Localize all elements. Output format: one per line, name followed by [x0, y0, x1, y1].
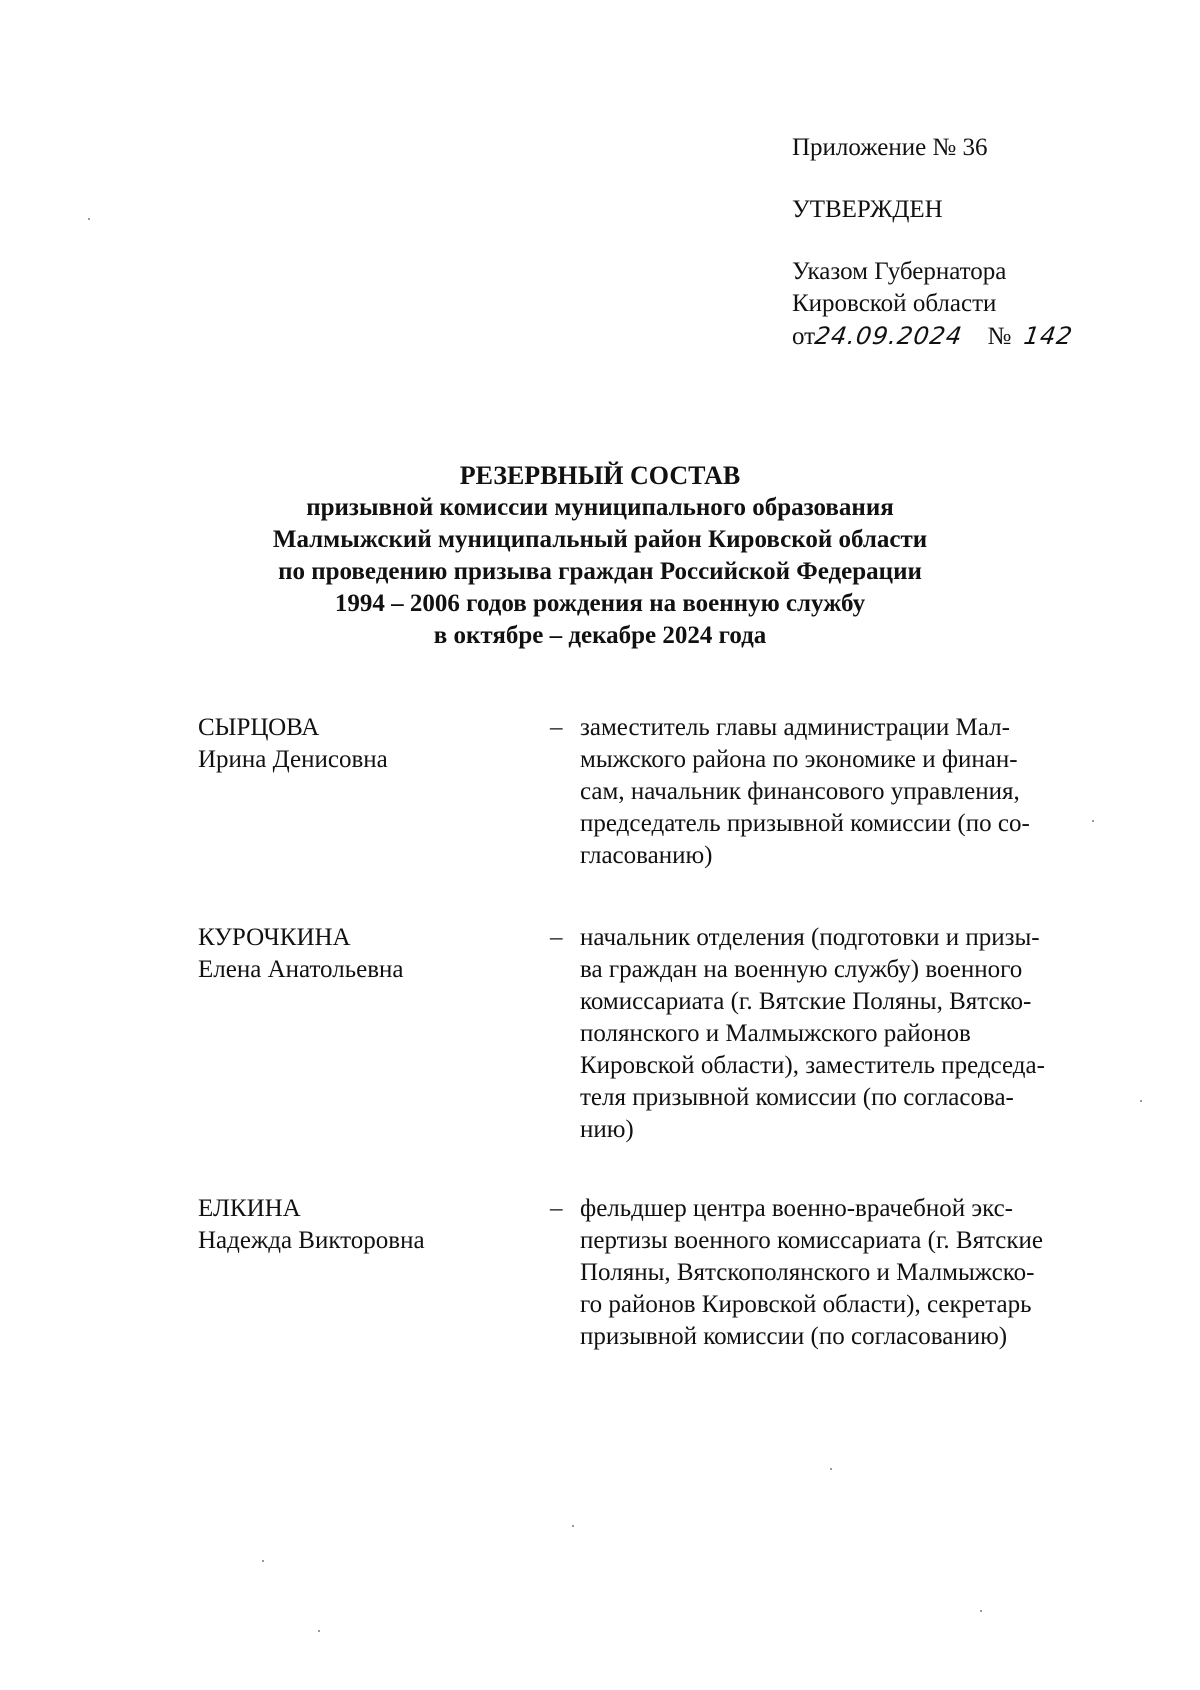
title-line-5: 1994 – 2006 годов рождения на военную службу [334, 590, 866, 617]
role-line: заместитель главы администрации Мал- [580, 714, 1010, 741]
member-name [198, 712, 518, 776]
scan-speck [262, 1560, 264, 1562]
role-line: председатель призывной комиссии (по со- [580, 810, 1030, 837]
scan-speck [572, 1525, 574, 1527]
date-prefix: от [792, 323, 816, 350]
role-line: Кировской области), заместитель председа- [580, 1052, 1045, 1079]
member-dash: – [550, 1195, 563, 1222]
member-name [198, 1193, 518, 1257]
member-surname: СЫРЦОВА [198, 714, 320, 741]
member-given-names: Ирина Денисовна [198, 746, 388, 773]
member-dash: – [550, 924, 563, 951]
appendix-number: Приложение № 36 [792, 134, 988, 161]
scan-speck [1140, 1100, 1142, 1102]
handwritten-number: 142 [1021, 322, 1075, 350]
member-given-names: Елена Анатольевна [198, 956, 404, 983]
role-line: Поляны, Вятскополянского и Малмыжско- [580, 1259, 1035, 1286]
title-line-3: Малмыжский муниципальный район Кировской области [272, 526, 928, 553]
role-line: полянского и Малмыжского районов [580, 1020, 971, 1047]
title-line-6: в октябре – декабре 2024 года [433, 622, 767, 649]
member-dash: – [550, 714, 563, 741]
role-line: го районов Кировской области), секретарь [580, 1291, 1032, 1318]
role-line: комиссариата (г. Вятские Поляны, Вятско- [580, 988, 1032, 1015]
approved-stamp-text: УТВЕРЖДЕН [792, 196, 943, 223]
member-surname: ЕЛКИНА [198, 1195, 301, 1222]
member-role [580, 712, 1108, 872]
member-name [198, 922, 518, 986]
decree-date-line [792, 320, 1073, 353]
title-line-2: призывной комиссии муниципального образования [306, 494, 894, 521]
scan-speck [88, 218, 90, 220]
scan-speck [980, 1610, 982, 1612]
number-prefix: № [987, 323, 1012, 350]
decree-line-2: Кировской области [792, 290, 997, 317]
role-line: мыжского района по экономике и финан- [580, 746, 1018, 773]
scan-speck [318, 1630, 320, 1632]
role-line: начальник отделения (подготовки и призы- [580, 924, 1040, 951]
title-line-4: по проведению призыва граждан Российской Федерации [278, 558, 922, 585]
decree-line-1: Указом Губернатора [792, 258, 1007, 285]
role-line: сам, начальник финансового управления, [580, 778, 1020, 805]
document-title [160, 460, 1040, 652]
role-line: призывной комиссии (по согласованию) [580, 1323, 1008, 1350]
role-line: теля призывной комиссии (по согласова- [580, 1084, 1014, 1111]
scan-speck [830, 1468, 832, 1470]
scan-speck [1092, 820, 1094, 822]
role-line: гласованию) [580, 842, 713, 869]
title-main: РЕЗЕРВНЫЙ СОСТАВ [459, 461, 741, 490]
handwritten-date: 24.09.2024 [813, 322, 965, 350]
approval-block [792, 132, 1073, 353]
role-line: пертизы военного комиссариата (г. Вятские [580, 1227, 1044, 1254]
member-role [580, 922, 1108, 1146]
member-given-names: Надежда Викторовна [198, 1227, 425, 1254]
member-role [580, 1193, 1108, 1353]
member-surname: КУРОЧКИНА [198, 924, 351, 951]
role-line: ва граждан на военную службу) военного [580, 956, 1023, 983]
role-line: фельдшер центра военно-врачебной экс- [580, 1195, 1014, 1222]
role-line: нию) [580, 1116, 634, 1143]
